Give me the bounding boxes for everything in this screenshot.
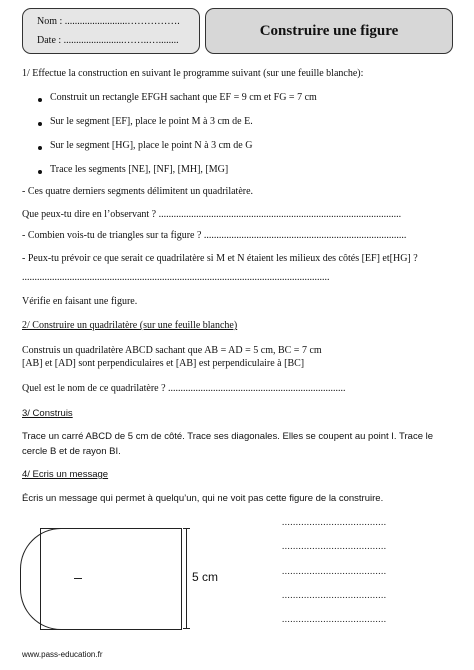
section2-heading: 2/ Construire un quadrilatère (sur une feuille blanche) — [22, 320, 238, 331]
bullet-marker — [38, 122, 42, 126]
answer-line[interactable]: ...................................... — [282, 566, 387, 576]
section4-heading: 4/ Ecris un message — [22, 469, 109, 480]
answer-line-predict[interactable]: ........................................................................................................................... — [22, 272, 330, 283]
verify-instruction: Vérifie en faisant une figure. — [22, 296, 138, 307]
instruction-4: Trace les segments [NE], [NF], [MH], [MG] — [50, 164, 229, 175]
figure-rectangle — [40, 528, 182, 630]
instruction-1: Construit un rectangle EFGH sachant que EF = 9 cm et FG = 7 cm — [50, 92, 317, 103]
instruction-3: Sur le segment [HG], place le point N à 3 cm de G — [50, 140, 253, 151]
dimension-cap-bottom — [183, 628, 190, 629]
instruction-2: Sur le segment [EF], place le point M à 3 cm de E. — [50, 116, 253, 127]
question-predict: - Peux-tu prévoir ce que serait ce quadrilatère si M et N étaient les milieux des côtés [EF] et[HG] ? — [22, 253, 418, 264]
section3-text-1: Trace un carré ABCD de 5 cm de côté. Trace ses diagonales. Elles se coupent au point I. Trace le — [22, 431, 434, 442]
dimension-cap-top — [183, 528, 190, 529]
question-quadrilateral-name[interactable]: Quel est le nom de ce quadrilatère ? ....................................................................... — [22, 383, 346, 394]
section4-text: Écris un message qui permet à quelqu’un, qui ne voit pas cette figure de la construire. — [22, 493, 384, 504]
footer-website[interactable]: www.pass-education.fr — [22, 650, 103, 659]
dimension-label: 5 cm — [192, 570, 219, 584]
answer-line[interactable]: ...................................... — [282, 517, 387, 527]
question-observe[interactable]: Que peux-tu dire en l’observant ? ................................................................................................. — [22, 209, 402, 220]
section3-text-2: cercle B et de rayon BI. — [22, 446, 121, 457]
question-triangles[interactable]: - Combien vois-tu de triangles sur ta figure ? ................................................................................. — [22, 230, 407, 241]
bullet-marker — [38, 146, 42, 150]
section3-heading: 3/ Construis — [22, 408, 73, 419]
section1-heading: 1/ Effectue la construction en suivant le programme suivant (sur une feuille blanche): — [22, 68, 364, 79]
name-field[interactable]: Nom : .........................……………. — [37, 16, 180, 27]
answer-line[interactable]: ...................................... — [282, 590, 387, 600]
answer-line[interactable]: ...................................... — [282, 541, 387, 551]
figure-tick-mark — [74, 578, 82, 579]
student-info-box — [22, 8, 200, 54]
bullet-marker — [38, 170, 42, 174]
answer-line[interactable]: ...................................... — [282, 614, 387, 624]
bullet-marker — [38, 98, 42, 102]
date-field[interactable]: Date : ........................……..…........ — [37, 35, 179, 46]
section2-line-1: Construis un quadrilatère ABCD sachant que AB = AD = 5 cm, BC = 7 cm — [22, 345, 322, 356]
statement-quadrilateral: - Ces quatre derniers segments délimitent un quadrilatère. — [22, 186, 254, 197]
dimension-line — [186, 528, 187, 629]
section2-line-2: [AB] et [AD] sont perpendiculaires et [AB] est perpendiculaire à [BC] — [22, 358, 305, 369]
page-title: Construire une figure — [205, 8, 453, 54]
